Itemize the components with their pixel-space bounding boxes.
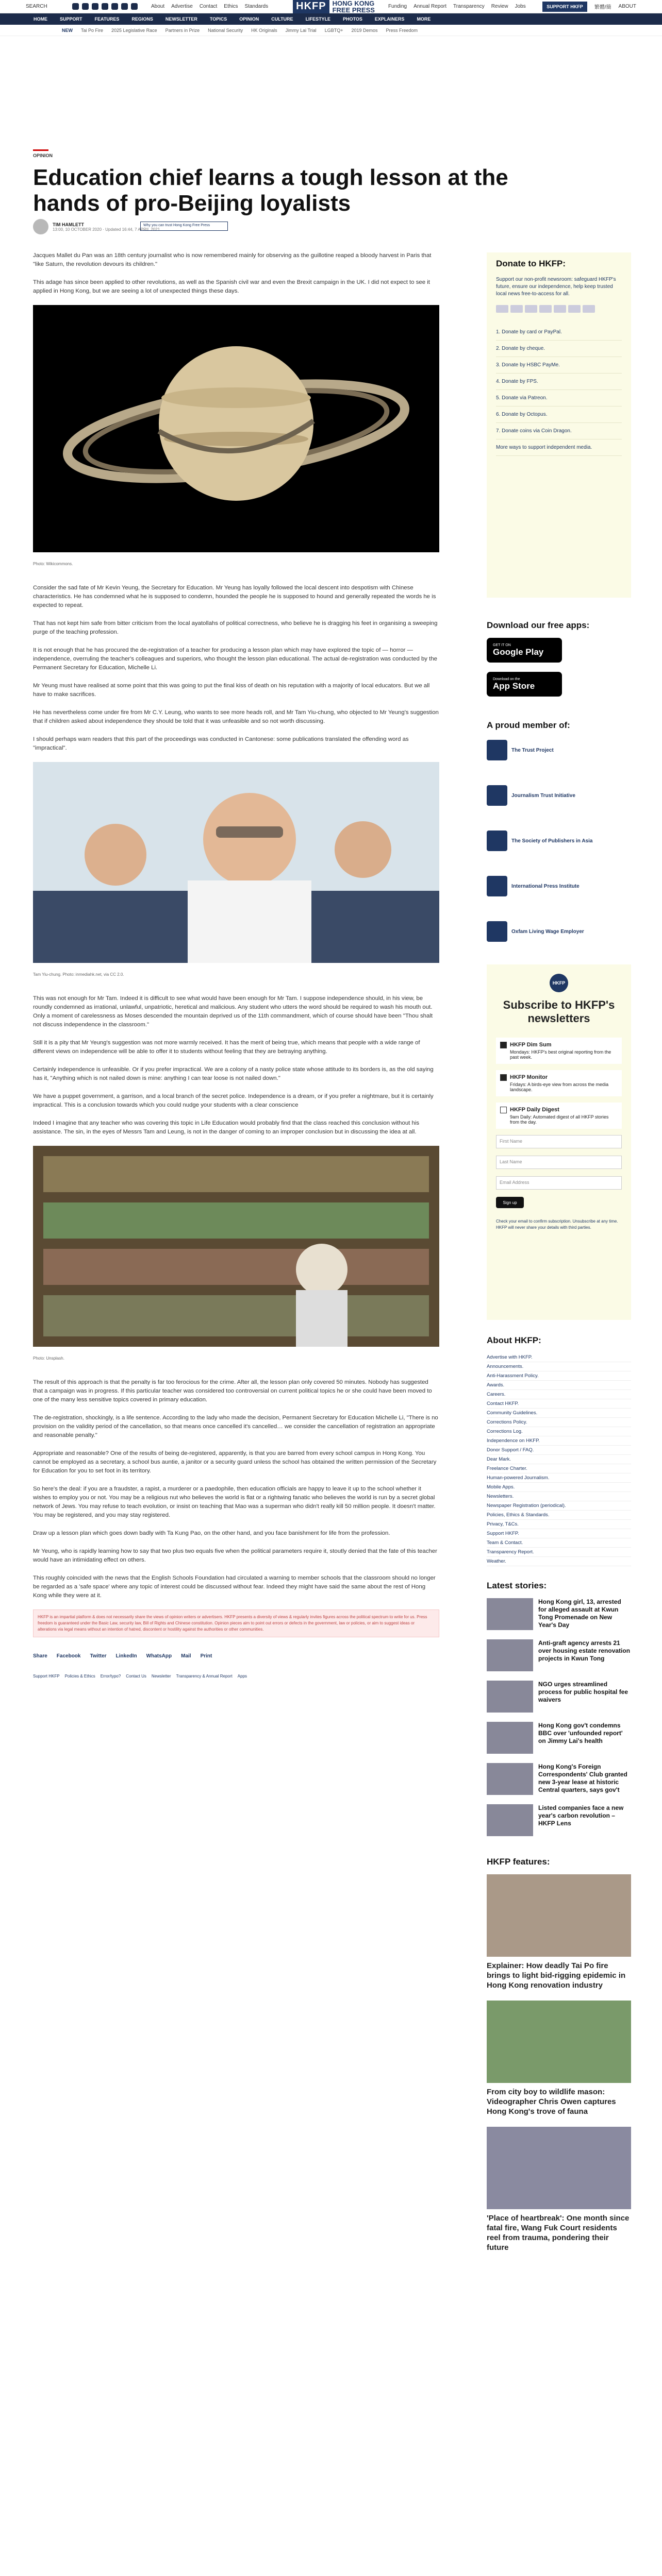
about-link[interactable]: Dear Mark. xyxy=(487,1455,631,1464)
payment-icons xyxy=(496,305,622,313)
about-link[interactable]: About xyxy=(151,4,165,9)
checkbox-checked xyxy=(500,1042,507,1048)
story-thumbnail xyxy=(487,1763,533,1795)
funding-link[interactable]: Funding xyxy=(388,4,407,9)
topbar xyxy=(0,0,662,13)
about-link[interactable]: Policies, Ethics & Standards. xyxy=(487,1511,631,1520)
about-heading: About HKFP: xyxy=(487,1335,541,1345)
visa-icon xyxy=(496,305,508,313)
payme-icon xyxy=(554,305,566,313)
review-link[interactable]: Review xyxy=(491,4,508,9)
last-name-field[interactable]: Last Name xyxy=(496,1156,622,1169)
oxfam-logo xyxy=(487,921,507,942)
about-link[interactable]: Human-powered Journalism. xyxy=(487,1473,631,1483)
amex-icon xyxy=(525,305,537,313)
jti-logo xyxy=(487,785,507,806)
sopa-logo xyxy=(487,831,507,851)
paragraph: Draw up a lesson plan which goes down badly with Ta Kung Pao, on the other hand, and you face banishment for life from the profession. xyxy=(33,1530,390,1536)
footer-link[interactable]: Transparency & Annual Report xyxy=(176,1674,233,1679)
about-right-link[interactable]: ABOUT xyxy=(618,4,636,9)
apps-heading: Download our free apps: xyxy=(487,620,590,630)
saturn-image xyxy=(33,305,439,555)
image-caption: Photo: Wikicommons. xyxy=(33,562,73,566)
youtube-icon[interactable] xyxy=(102,3,108,10)
social-icons xyxy=(72,3,138,10)
site-logo[interactable]: HKFP HONG KONG FREE PRESS xyxy=(293,0,375,13)
paragraph: It is not enough that he has procured the de-registration of a teacher for producing a lesson plan which may have explored the topic of — horror — independence, overruling the teacher's colleagues and superiors, who thought the lesson plan educational. The actual de-registration was conducted by the Permanent Secretary for Education, Michelle Li. xyxy=(33,647,438,671)
section-label[interactable]: OPINION xyxy=(33,153,53,158)
about-link[interactable]: Announcements. xyxy=(487,1362,631,1371)
about-link[interactable]: Independence on HKFP. xyxy=(487,1436,631,1446)
nav-support[interactable]: SUPPORT xyxy=(60,16,82,22)
feature-story[interactable]: 'Place of heartbreak': One month since fatal fire, Wang Fuk Court residents reel from trauma, pondering their future xyxy=(487,2127,631,2252)
partner-ipi[interactable]: International Press Institute xyxy=(487,874,631,899)
support-button[interactable]: SUPPORT HKFP xyxy=(542,2,587,12)
about-link[interactable]: Weather. xyxy=(487,1557,631,1566)
about-link[interactable]: Support HKFP. xyxy=(487,1529,631,1538)
telegram-icon[interactable] xyxy=(121,3,128,10)
about-link[interactable]: Community Guidelines. xyxy=(487,1409,631,1418)
new-label: NEW xyxy=(62,27,73,33)
sidebar xyxy=(487,252,631,2263)
story-thumbnail xyxy=(487,1722,533,1754)
author-name[interactable]: TIM HAMLETT xyxy=(53,222,84,227)
share-linkedin[interactable]: LinkedIn xyxy=(115,1653,137,1659)
about-link[interactable]: Mobile Apps. xyxy=(487,1483,631,1492)
trust-banner[interactable]: Why you can trust Hong Kong Free Press xyxy=(140,222,228,231)
about-link[interactable]: Privacy, T&Cs. xyxy=(487,1520,631,1529)
ipi-logo xyxy=(487,876,507,896)
footer-link[interactable]: Apps xyxy=(237,1674,247,1679)
partner-trust-project[interactable]: The Trust Project xyxy=(487,738,631,762)
paragraph: This adage has since been applied to other revolutions, as well as the Spanish civil war and even the Brexit campaign in the UK. I did not expect to see it applied in Hong Kong, but we are seeing a lot of unexpected things these days. xyxy=(33,279,430,294)
paragraph: Consider the sad fate of Mr Kevin Yeung, the Secretary for Education. Mr Yeung has loyally followed the local descent into despotism with Chinese characteristics. He has condemned what he is supposed to condemn, hounded the people he is supposed to hound and generally repeated the words he is expected to repeat. xyxy=(33,585,436,608)
trending-bar xyxy=(0,25,662,36)
paragraph: Appropriate and reasonable? One of the results of being de-registered, apparently, is that you are barred from every school campus in Hong Kong. You cannot be employed as a secretary, a school bus auntie, a janitor or a security guard unless the school has obtained the written permission of the Secretary for Education for you to set foot in its territory. xyxy=(33,1450,437,1474)
latest-story[interactable]: Hong Kong girl, 13, arrested for alleged assault at Kwun Tong Promenade on New Year's Day xyxy=(487,1598,631,1630)
nav-regions[interactable]: REGIONS xyxy=(131,16,153,22)
story-thumbnail xyxy=(487,1639,533,1671)
paragraph: This was not enough for Mr Tam. Indeed it is difficult to see what would have been enough for Mr Tam. I suppose independence should, in his view, be roundly condemned as irrational, unlawful, unpatriotic, heretical and malicious. Any student who utters the word should be required to wash his mouth out. Only a moment of carelessness as Moses descended the mountain deprived us of the 11th commandment, which of course should have been "Thou shalt not discuss independence in the classroom." xyxy=(33,995,433,1028)
disclaimer: HKFP is an impartial platform & does not necessarily share the views of opinion writers or advertisers. HKFP presents a diversity of views & regularly invites figures across the political spectrum to write for us. Press freedom is guaranteed under the Basic Law, security law, Bill of Rights and Chinese constitution. Opinion pieces aim to point out errors or defects in the government, law or policies, or aim to suggest ideas or alterations via legal means without an intention of hatred, discontent or hostility against the authorities or other communities. xyxy=(33,1609,439,1637)
paragraph: I should perhaps warn readers that this part of the proceedings was conducted in Cantonese: some publications translated the offending word as "impractical". xyxy=(33,736,409,751)
trending-item[interactable]: Partners in Prize xyxy=(165,27,200,33)
image-caption: Tam Yiu-chung. Photo: inmediahk.net, via CC 2.0. xyxy=(33,972,124,977)
paragraph: He has nevertheless come under fire from Mr C.Y. Leung, who wants to see more heads roll, and Mr Tam Yiu-chung, who objected to Mr Yeung's suggestion that if children asked about independence they should be told that it was unfeasible and so not worth discussing. xyxy=(33,709,439,724)
footer-links xyxy=(33,1672,439,1681)
donate-option[interactable]: 2. Donate by cheque. xyxy=(496,341,622,357)
instagram-icon[interactable] xyxy=(92,3,98,10)
nav-topics[interactable]: TOPICS xyxy=(209,16,227,22)
about-link[interactable]: Team & Contact. xyxy=(487,1538,631,1548)
article-body xyxy=(33,251,439,1689)
trending-item[interactable]: Press Freedom xyxy=(386,27,418,33)
donate-option[interactable]: 3. Donate by HSBC PayMe. xyxy=(496,357,622,374)
paypal-icon xyxy=(539,305,552,313)
trending-item[interactable]: Tai Po Fire xyxy=(81,27,104,33)
about-link[interactable]: Corrections Policy. xyxy=(487,1418,631,1427)
paragraph: That has not kept him safe from bitter criticism from the local ayatollahs of political correctness, who believe he is dragging his feet in organising a sweeping purge of the teaching profession. xyxy=(33,620,438,635)
jobs-link[interactable]: Jobs xyxy=(515,4,526,9)
first-name-field[interactable]: First Name xyxy=(496,1135,622,1148)
donate-option[interactable]: 7. Donate coins via Coin Dragon. xyxy=(496,423,622,439)
about-link[interactable]: Transparency Report. xyxy=(487,1548,631,1557)
paragraph: We have a puppet government, a garrison, and a local branch of the secret police. Independence is a dream, or if you prefer a nightmare, but it is certainly impractical. This is a conclusion towards which you could nudge your students with a clear conscience xyxy=(33,1093,434,1108)
share-facebook[interactable]: Facebook xyxy=(56,1653,81,1659)
nav-newsletter[interactable]: NEWSLETTER xyxy=(165,16,197,22)
latest-heading: Latest stories: xyxy=(487,1581,547,1590)
linkedin-icon[interactable] xyxy=(111,3,118,10)
donate-more-link[interactable]: More ways to support independent media. xyxy=(496,439,622,456)
feature-story[interactable]: From city boy to wildlife mason: Videographer Chris Owen captures Hong Kong's trove of fauna xyxy=(487,2001,631,2116)
latest-story[interactable]: Listed companies face a new year's carbon revolution – HKFP Lens xyxy=(487,1804,631,1836)
paragraph: Mr Yeung must have realised at some point that this was going to put the final kiss of death on his reputation with a majority of local educators. But we all have to make sacrifices. xyxy=(33,683,430,698)
share-label: Share xyxy=(33,1653,47,1659)
donate-box xyxy=(487,252,631,598)
mail-icon[interactable] xyxy=(131,3,138,10)
about-link[interactable]: Donor Support / FAQ. xyxy=(487,1446,631,1455)
trending-item[interactable]: 2025 Legislative Race xyxy=(111,27,157,33)
hkfp-logo: HKFP xyxy=(550,974,568,992)
feature-image xyxy=(487,2001,631,2083)
nav-photos[interactable]: PHOTOS xyxy=(343,16,362,22)
nav-home[interactable]: HOME xyxy=(34,16,47,22)
fps-icon xyxy=(568,305,581,313)
nav-more[interactable]: MORE xyxy=(417,16,431,22)
share-whatsapp[interactable]: WhatsApp xyxy=(146,1653,172,1659)
partner-jti[interactable]: Journalism Trust Initiative xyxy=(487,783,631,808)
section-accent xyxy=(33,149,48,151)
newsletter-heading: Subscribe to HKFP's newsletters xyxy=(503,998,615,1025)
newsletter-option[interactable]: HKFP Monitor Fridays: A birds-eye view from across the media landscape. xyxy=(496,1070,622,1096)
library-photo xyxy=(33,1146,439,1350)
search-link[interactable]: SEARCH xyxy=(26,4,47,9)
footer-link[interactable]: Newsletter xyxy=(151,1674,171,1679)
about-link[interactable]: Contact HKFP. xyxy=(487,1399,631,1409)
main-nav xyxy=(0,13,662,25)
share-twitter[interactable]: Twitter xyxy=(90,1653,107,1659)
nav-features[interactable]: FEATURES xyxy=(94,16,120,22)
story-thumbnail xyxy=(487,1804,533,1836)
footer-link[interactable]: Contact Us xyxy=(126,1674,146,1679)
paragraph: Mr Yeung, who is rapidly learning how to say that two plus two equals five when the political parameters require it, stoutly denied that the fate of this teacher would have an intimidating effect on others. xyxy=(33,1548,437,1563)
about-link[interactable]: Newspaper Registration (periodical). xyxy=(487,1501,631,1511)
about-list xyxy=(487,1353,631,1566)
paragraph: Jacques Mallet du Pan was an 18th century journalist who is now remembered mainly for observing as the guillotine reaped a bloody harvest in Paris that "like Saturn, the revolution devours its children." xyxy=(33,252,432,267)
paragraph: Indeed I imagine that any teacher who was covering this topic in Life Education would probably find that the class reached this conclusion without his assistance. The sin, in the eyes of Messrs Tam and Leung, is not in the danger of coming to an improper conclusion but in discussing the idea at all. xyxy=(33,1120,420,1135)
share-mail[interactable]: Mail xyxy=(181,1653,191,1659)
share-print[interactable]: Print xyxy=(200,1653,212,1659)
trending-item[interactable]: National Security xyxy=(208,27,243,33)
newsletter-option[interactable]: HKFP Dim Sum Mondays: HKFP's best original reporting from the past week. xyxy=(496,1038,622,1064)
paragraph: The result of this approach is that the penalty is far too ferocious for the crime. After all, the lesson plan only covered 50 minutes. Nobody has suggested that a campaign was in progress. If this particular teacher was considered too controversial on current political topics he or she could have been moved to one of the many less sensitive topics covered in primary education. xyxy=(33,1379,432,1403)
x-icon[interactable] xyxy=(82,3,89,10)
ethics-link[interactable]: Ethics xyxy=(224,4,238,9)
article-date: 13:00, 10 OCTOBER 2020 · Updated 16:44, 7 APRIL 2021 xyxy=(53,227,160,232)
trending-item[interactable]: LGBTQ+ xyxy=(324,27,343,33)
share-bar xyxy=(33,1652,439,1660)
footer-link[interactable]: Support HKFP xyxy=(33,1674,60,1679)
about-link[interactable]: Awards. xyxy=(487,1381,631,1390)
about-link[interactable]: Corrections Log. xyxy=(487,1427,631,1436)
advertise-link[interactable]: Advertise xyxy=(171,4,193,9)
donate-option[interactable]: 6. Donate by Octopus. xyxy=(496,406,622,423)
nav-culture[interactable]: CULTURE xyxy=(271,16,293,22)
latest-story[interactable]: Anti-graft agency arrests 21 over housing estate renovation projects in Kwun Tong xyxy=(487,1639,631,1671)
facebook-icon[interactable] xyxy=(72,3,79,10)
image-caption: Photo: Unsplash. xyxy=(33,1356,64,1361)
about-link[interactable]: Anti-Harassment Policy. xyxy=(487,1371,631,1381)
partners-heading: A proud member of: xyxy=(487,720,570,730)
transparency-link[interactable]: Transparency xyxy=(453,4,485,9)
about-link[interactable]: Freelance Charter. xyxy=(487,1464,631,1473)
trending-item[interactable]: HK Originals xyxy=(251,27,277,33)
trust-project-logo xyxy=(487,740,507,760)
nav-opinion[interactable]: OPINION xyxy=(239,16,259,22)
mastercard-icon xyxy=(510,305,523,313)
checkbox-unchecked xyxy=(500,1107,507,1113)
about-link[interactable]: Advertise with HKFP. xyxy=(487,1353,631,1362)
feature-image xyxy=(487,2127,631,2209)
story-thumbnail xyxy=(487,1681,533,1713)
latest-story[interactable]: Hong Kong gov't condemns BBC over 'unfounded report' on Jimmy Lai's health xyxy=(487,1722,631,1754)
donate-option[interactable]: 4. Donate by FPS. xyxy=(496,374,622,390)
feature-story[interactable]: Explainer: How deadly Tai Po fire brings to light bid-rigging epidemic in Hong Kong renovation industry xyxy=(487,1874,631,1990)
features-heading: HKFP features: xyxy=(487,1857,550,1867)
feature-image xyxy=(487,1874,631,1957)
paragraph: So here's the deal: if you are a fraudster, a rapist, a murderer or a paedophile, then education officials are happy to leave it up to the school whether it wishes to employ you or not. You may be a religious nut who believes the world is flat or a rightwing fanatic who believes the world is run by a secret global network of Jews. You may refuse to teach evolution, or insist on teaching that Mao was a superman who didn't really kill 50 million people. It doesn't matter. You may be registered, and you may stay registered. xyxy=(33,1486,436,1518)
contact-link[interactable]: Contact xyxy=(199,4,218,9)
app-store-button[interactable]: Download on the App Store xyxy=(487,672,562,697)
author-avatar xyxy=(33,219,48,234)
donate-option[interactable]: 5. Donate via Patreon. xyxy=(496,390,622,406)
standards-link[interactable]: Standards xyxy=(244,4,269,9)
email-field[interactable]: Email Address xyxy=(496,1176,622,1190)
checkbox-checked xyxy=(500,1074,507,1081)
donate-option[interactable]: 1. Donate by card or PayPal. xyxy=(496,324,622,341)
story-thumbnail xyxy=(487,1598,533,1630)
paragraph: The de-registration, shockingly, is a life sentence. According to the lady who made the decision, Permanent Secretary for Education Michelle Li, "There is no provision on the validity period of the cancellation, so that means once cancelled it's cancelled… we consider the cancellation of registration an appropriate and reasonable penalty." xyxy=(33,1415,438,1438)
signup-button[interactable]: Sign up xyxy=(496,1197,524,1208)
annual-report-link[interactable]: Annual Report xyxy=(413,4,447,9)
latest-story[interactable]: NGO urges streamlined process for public hospital fee waivers xyxy=(487,1681,631,1713)
article-title: Education chief learns a tough lesson at the hands of pro-Beijing loyalists xyxy=(33,165,508,216)
language-link[interactable]: 繁體/簡 xyxy=(594,5,611,10)
donate-heading: Donate to HKFP: xyxy=(496,259,566,268)
newsletter-option[interactable]: HKFP Daily Digest 9am Daily: Automated digest of all HKFP stories from the day. xyxy=(496,1103,622,1129)
about-link[interactable]: Careers. xyxy=(487,1390,631,1399)
newsletter-note: Check your email to confirm subscription. Unsubscribe at any time. HKFP will never share your details with third parties. xyxy=(496,1219,618,1230)
about-link[interactable]: Newsletters. xyxy=(487,1492,631,1501)
footer-link[interactable]: Error/typo? xyxy=(100,1674,121,1679)
donate-intro-link[interactable]: Support our non-profit newsroom: safeguard HKFP's future, ensure our independence, help keep trusted local news free-to-access for all. xyxy=(496,277,616,297)
google-play-button[interactable]: GET IT ON Google Play xyxy=(487,638,562,663)
partner-sopa[interactable]: The Society of Publishers in Asia xyxy=(487,828,631,853)
paragraph: Still it is a pity that Mr Yeung's suggestion was not more warmly received. It has the merit of being true, which means that people with a wide range of different views on independence will be able to offer it to students without feeling that they are betraying anything. xyxy=(33,1040,420,1055)
partner-oxfam[interactable]: Oxfam Living Wage Employer xyxy=(487,919,631,944)
nav-lifestyle[interactable]: LIFESTYLE xyxy=(305,16,331,22)
latest-story[interactable]: Hong Kong's Foreign Correspondents' Club granted new 3-year lease at historic Central quarters, says gov't xyxy=(487,1763,631,1795)
trending-item[interactable]: Jimmy Lai Trial xyxy=(285,27,317,33)
trending-item[interactable]: 2019 Demos xyxy=(351,27,378,33)
paragraph: Certainly independence is unfeasible. Or if you prefer impractical. We are a colony of a nasty police state whose attitude to its borders is, as the old saying has it, "Anything which is not nailed down is mine: anything I can tear loose is not nailed down." xyxy=(33,1066,434,1081)
paragraph: This roughly coincided with the news that the English Schools Foundation had circulated a warning to member schools that the classroom should no longer be regarded as a 'safe space' where any topic of interest could be discussed without fear. Indeed they might have said the same about the rest of Hong Kong while they were at it. xyxy=(33,1575,436,1599)
footer-link[interactable]: Policies & Ethics xyxy=(64,1674,95,1679)
tam-yiu-chung-photo xyxy=(33,762,439,966)
newsletter-box xyxy=(487,964,631,1320)
octopus-icon xyxy=(583,305,595,313)
nav-explainers[interactable]: EXPLAINERS xyxy=(374,16,405,22)
